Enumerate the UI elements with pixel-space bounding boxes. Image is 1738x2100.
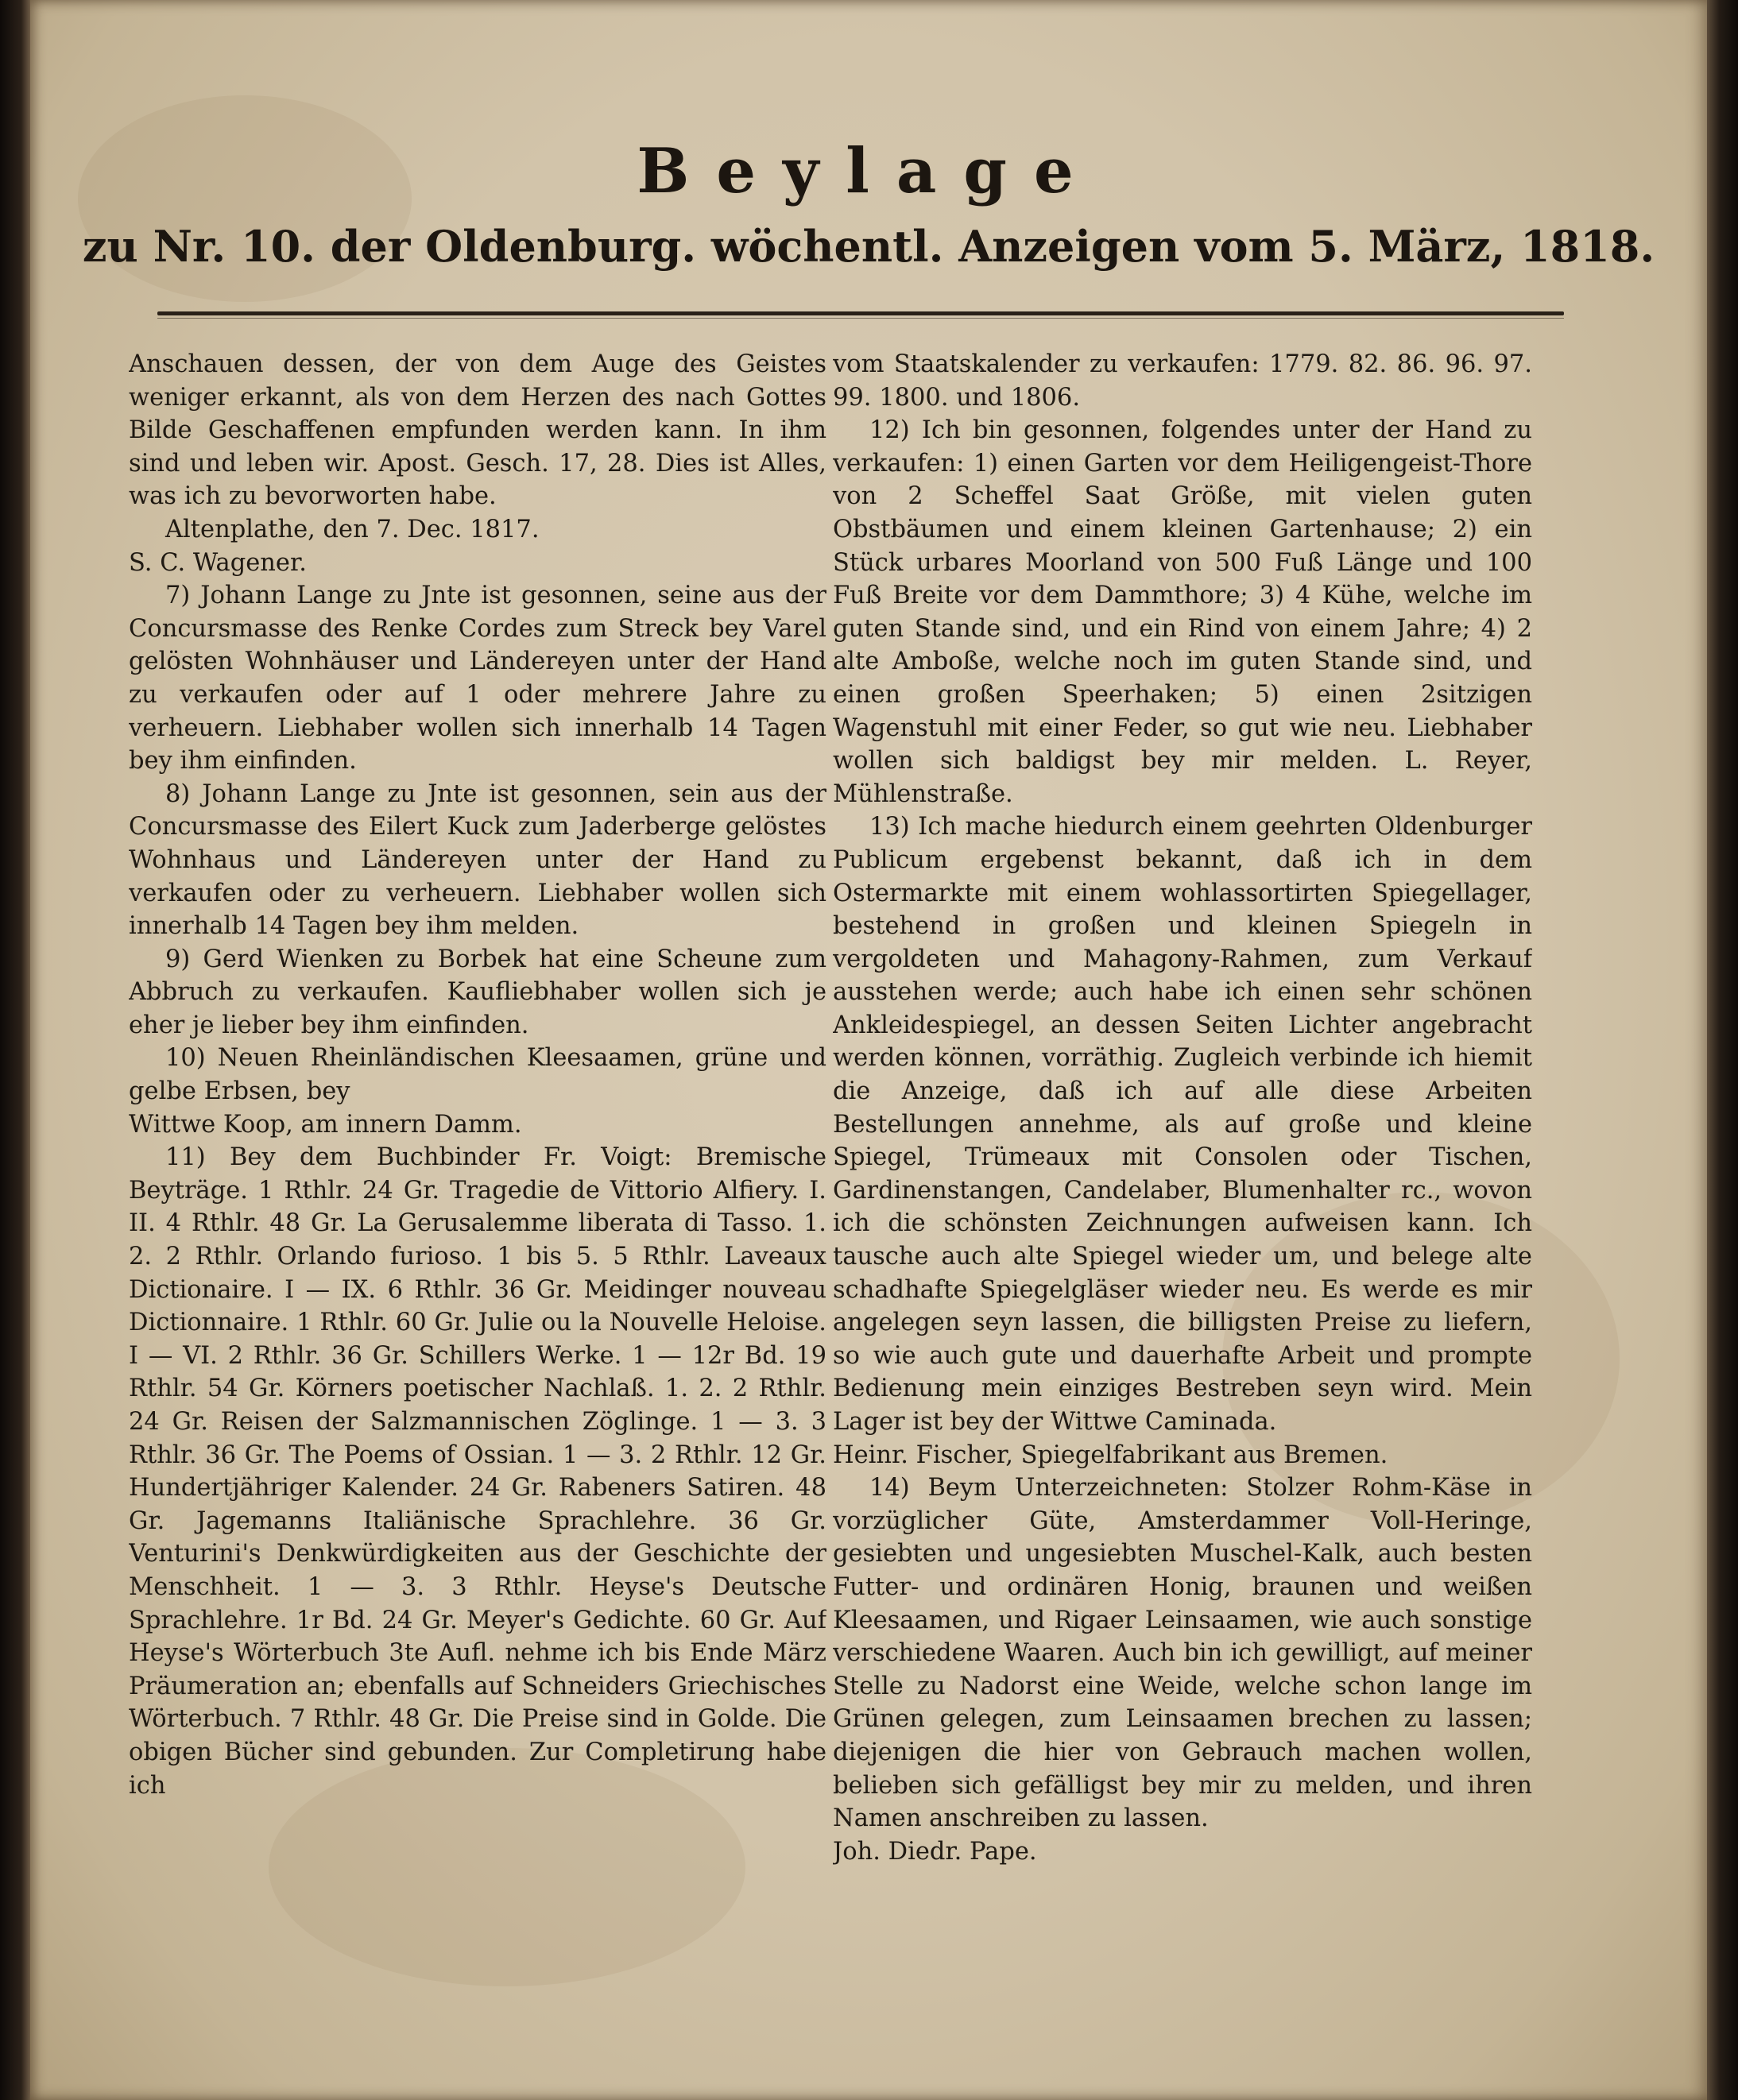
right-paragraph: vom Staatskalender zu verkaufen: 1779. 82. 86. 96. 97. 99. 1800. und 1806. <box>833 350 1532 412</box>
left-paragraph: Anschauen dessen, der von dem Auge des Geistes weniger erkannt, als von dem Herzen des nach Gottes Bilde Geschaffenen empfunden werden kann. In ihm sind und leben wir. Apost. Gesch. 17, 28. Dies ist Alles, was ich zu bevorworten habe. <box>129 350 826 511</box>
left-signature: S. C. Wagener. <box>129 548 307 577</box>
header-rule-thin <box>157 318 1564 319</box>
left-column <box>129 348 826 2048</box>
left-paragraph: 8) Johann Lange zu Jnte ist gesonnen, sein aus der Concursmasse des Eilert Kuck zum Jaderberge gelöstes Wohnhaus und Ländereyen unter der Hand zu verkaufen oder zu verheuern. Liebhaber wollen sich innerhalb 14 Tagen bey ihm melden. <box>129 779 826 941</box>
right-paragraph: 12) Ich bin gesonnen, folgendes unter der Hand zu verkaufen: 1) einen Garten vor dem Heiligengeist-Thore von 2 Scheffel Saat Größe, mit vielen guten Obstbäumen und einem kleinen Gartenhause; 2) ein Stück urbares Moorland von 500 Fuß Länge und 100 Fuß Breite vor dem Dammthore; 3) 4 Kühe, welche im guten Stande sind, und ein Rind von einem Jahre; 4) 2 alte Amboße, welche noch im guten Stande sind, und einen großen Speerhaken; 5) einen 2sitzigen Wagenstuhl mit einer Feder, so gut wie neu. Liebhaber wollen sich baldigst bey mir melden. L. Reyer, Mühlenstraße. <box>833 416 1532 808</box>
scan-right-edge <box>1707 0 1738 2100</box>
left-paragraph: 10) Neuen Rheinländischen Kleesaamen, grüne und gelbe Erbsen, bey <box>129 1044 826 1106</box>
masthead-title: Beylage <box>637 135 1101 207</box>
right-signature: Heinr. Fischer, Spiegelfabrikant aus Bremen. <box>833 1441 1388 1469</box>
header-rule <box>157 311 1564 315</box>
masthead-subtitle: zu Nr. 10. der Oldenburg. wöchentl. Anzeigen vom 5. März, 1818. <box>82 221 1655 272</box>
left-paragraph: 9) Gerd Wienken zu Borbek hat eine Scheune zum Abbruch zu verkaufen. Kaufliebhaber wollen sich je eher je lieber bey ihm einfinden. <box>129 945 826 1039</box>
right-paragraph: 14) Beym Unterzeichneten: Stolzer Rohm-Käse in vorzüglicher Güte, Amsterdammer Voll-Heringe, gesiebten und ungesiebten Muschel-Kalk, auch besten Futter- und ordinären Honig, braunen und weißen Kleesaamen, und Rigaer Leinsaamen, wie auch sonstige verschiedene Waaren. Auch bin ich gewilligt, auf meiner Stelle zu Nadorst eine Weide, welche schon lange im Grünen gelegen, zum Leinsaamen brechen zu lassen; diejenigen die hier von Gebrauch machen wollen, belieben sich gefälligst bey mir zu melden, und ihren Namen anschreiben zu lassen. <box>833 1474 1532 1833</box>
left-paragraph: Altenplathe, den 7. Dec. 1817. <box>165 515 540 543</box>
left-signature: Wittwe Koop, am innern Damm. <box>129 1110 522 1139</box>
right-column <box>833 348 1532 2048</box>
left-paragraph: 7) Johann Lange zu Jnte ist gesonnen, seine aus der Concursmasse des Renke Cordes zum Streck bey Varel gelösten Wohnhäuser und Ländereyen unter der Hand zu verkaufen oder auf 1 oder mehrere Jahre zu verheuern. Liebhaber wollen sich innerhalb 14 Tagen bey ihm einfinden. <box>129 582 826 775</box>
right-signature: Joh. Diedr. Pape. <box>833 1837 1037 1866</box>
scan-left-edge <box>0 0 30 2100</box>
left-paragraph: 11) Bey dem Buchbinder Fr. Voigt: Bremische Beyträge. 1 Rthlr. 24 Gr. Tragedie de Vittorio Alfiery. I. II. 4 Rthlr. 48 Gr. La Gerusalemme liberata di Tasso. 1. 2. 2 Rthlr. Orlando furioso. 1 bis 5. 5 Rthlr. Laveaux Dictionaire. I — IX. 6 Rthlr. 36 Gr. Meidinger nouveau Dictionnaire. 1 Rthlr. 60 Gr. Julie ou la Nouvelle Heloise. I — VI. 2 Rthlr. 36 Gr. Schillers Werke. 1 — 12r Bd. 19 Rthlr. 54 Gr. Körners poetischer Nachlaß. 1. 2. 2 Rthlr. 24 Gr. Reisen der Salzmannischen Zöglinge. 1 — 3. 3 Rthlr. 36 Gr. The Poems of Ossian. 1 — 3. 2 Rthlr. 12 Gr. Hundertjähriger Kalender. 24 Gr. Rabeners Satiren. 48 Gr. Jagemanns Italiänische Sprachlehre. 36 Gr. Venturini's Denkwürdigkeiten aus der Geschichte der Menschheit. 1 — 3. 3 Rthlr. Heyse's Deutsche Sprachlehre. 1r Bd. 24 Gr. Meyer's Gedichte. 60 Gr. Auf Heyse's Wörterbuch 3te Aufl. nehme ich bis Ende März Präumeration an; ebenfalls auf Schneiders Griechisches Wörterbuch. 7 Rthlr. 48 Gr. Die Preise sind in Golde. Die obigen Bücher sind gebunden. Zur Completirung habe ich <box>129 1143 826 1800</box>
right-paragraph: 13) Ich mache hiedurch einem geehrten Oldenburger Publicum ergebenst bekannt, daß ich in dem Ostermarkte mit einem wohlassortirten Spiegellager, bestehend in großen und kleinen Spiegeln in vergoldeten und Mahagony-Rahmen, zum Verkauf ausstehen werde; auch habe ich einen sehr schönen Ankleidespiegel, an dessen Seiten Lichter angebracht werden können, vorräthig. Zugleich verbinde ich hiemit die Anzeige, daß ich auf alle diese Arbeiten Bestellungen annehme, als auf große und kleine Spiegel, Trümeaux mit Consolen oder Tischen, Gardinenstangen, Candelaber, Blumenhalter rc., wovon ich die schönsten Zeichnungen aufweisen kann. Ich tausche auch alte Spiegel wieder um, und belege alte schadhafte Spiegelgläser wieder neu. Es werde es mir angelegen seyn lassen, die billigsten Preise zu liefern, so wie auch gute und dauerhafte Arbeit und prompte Bedienung mein einziges Bestreben seyn wird. Mein Lager ist bey der Wittwe Caminada. <box>833 813 1532 1436</box>
newspaper-page <box>30 0 1707 2100</box>
